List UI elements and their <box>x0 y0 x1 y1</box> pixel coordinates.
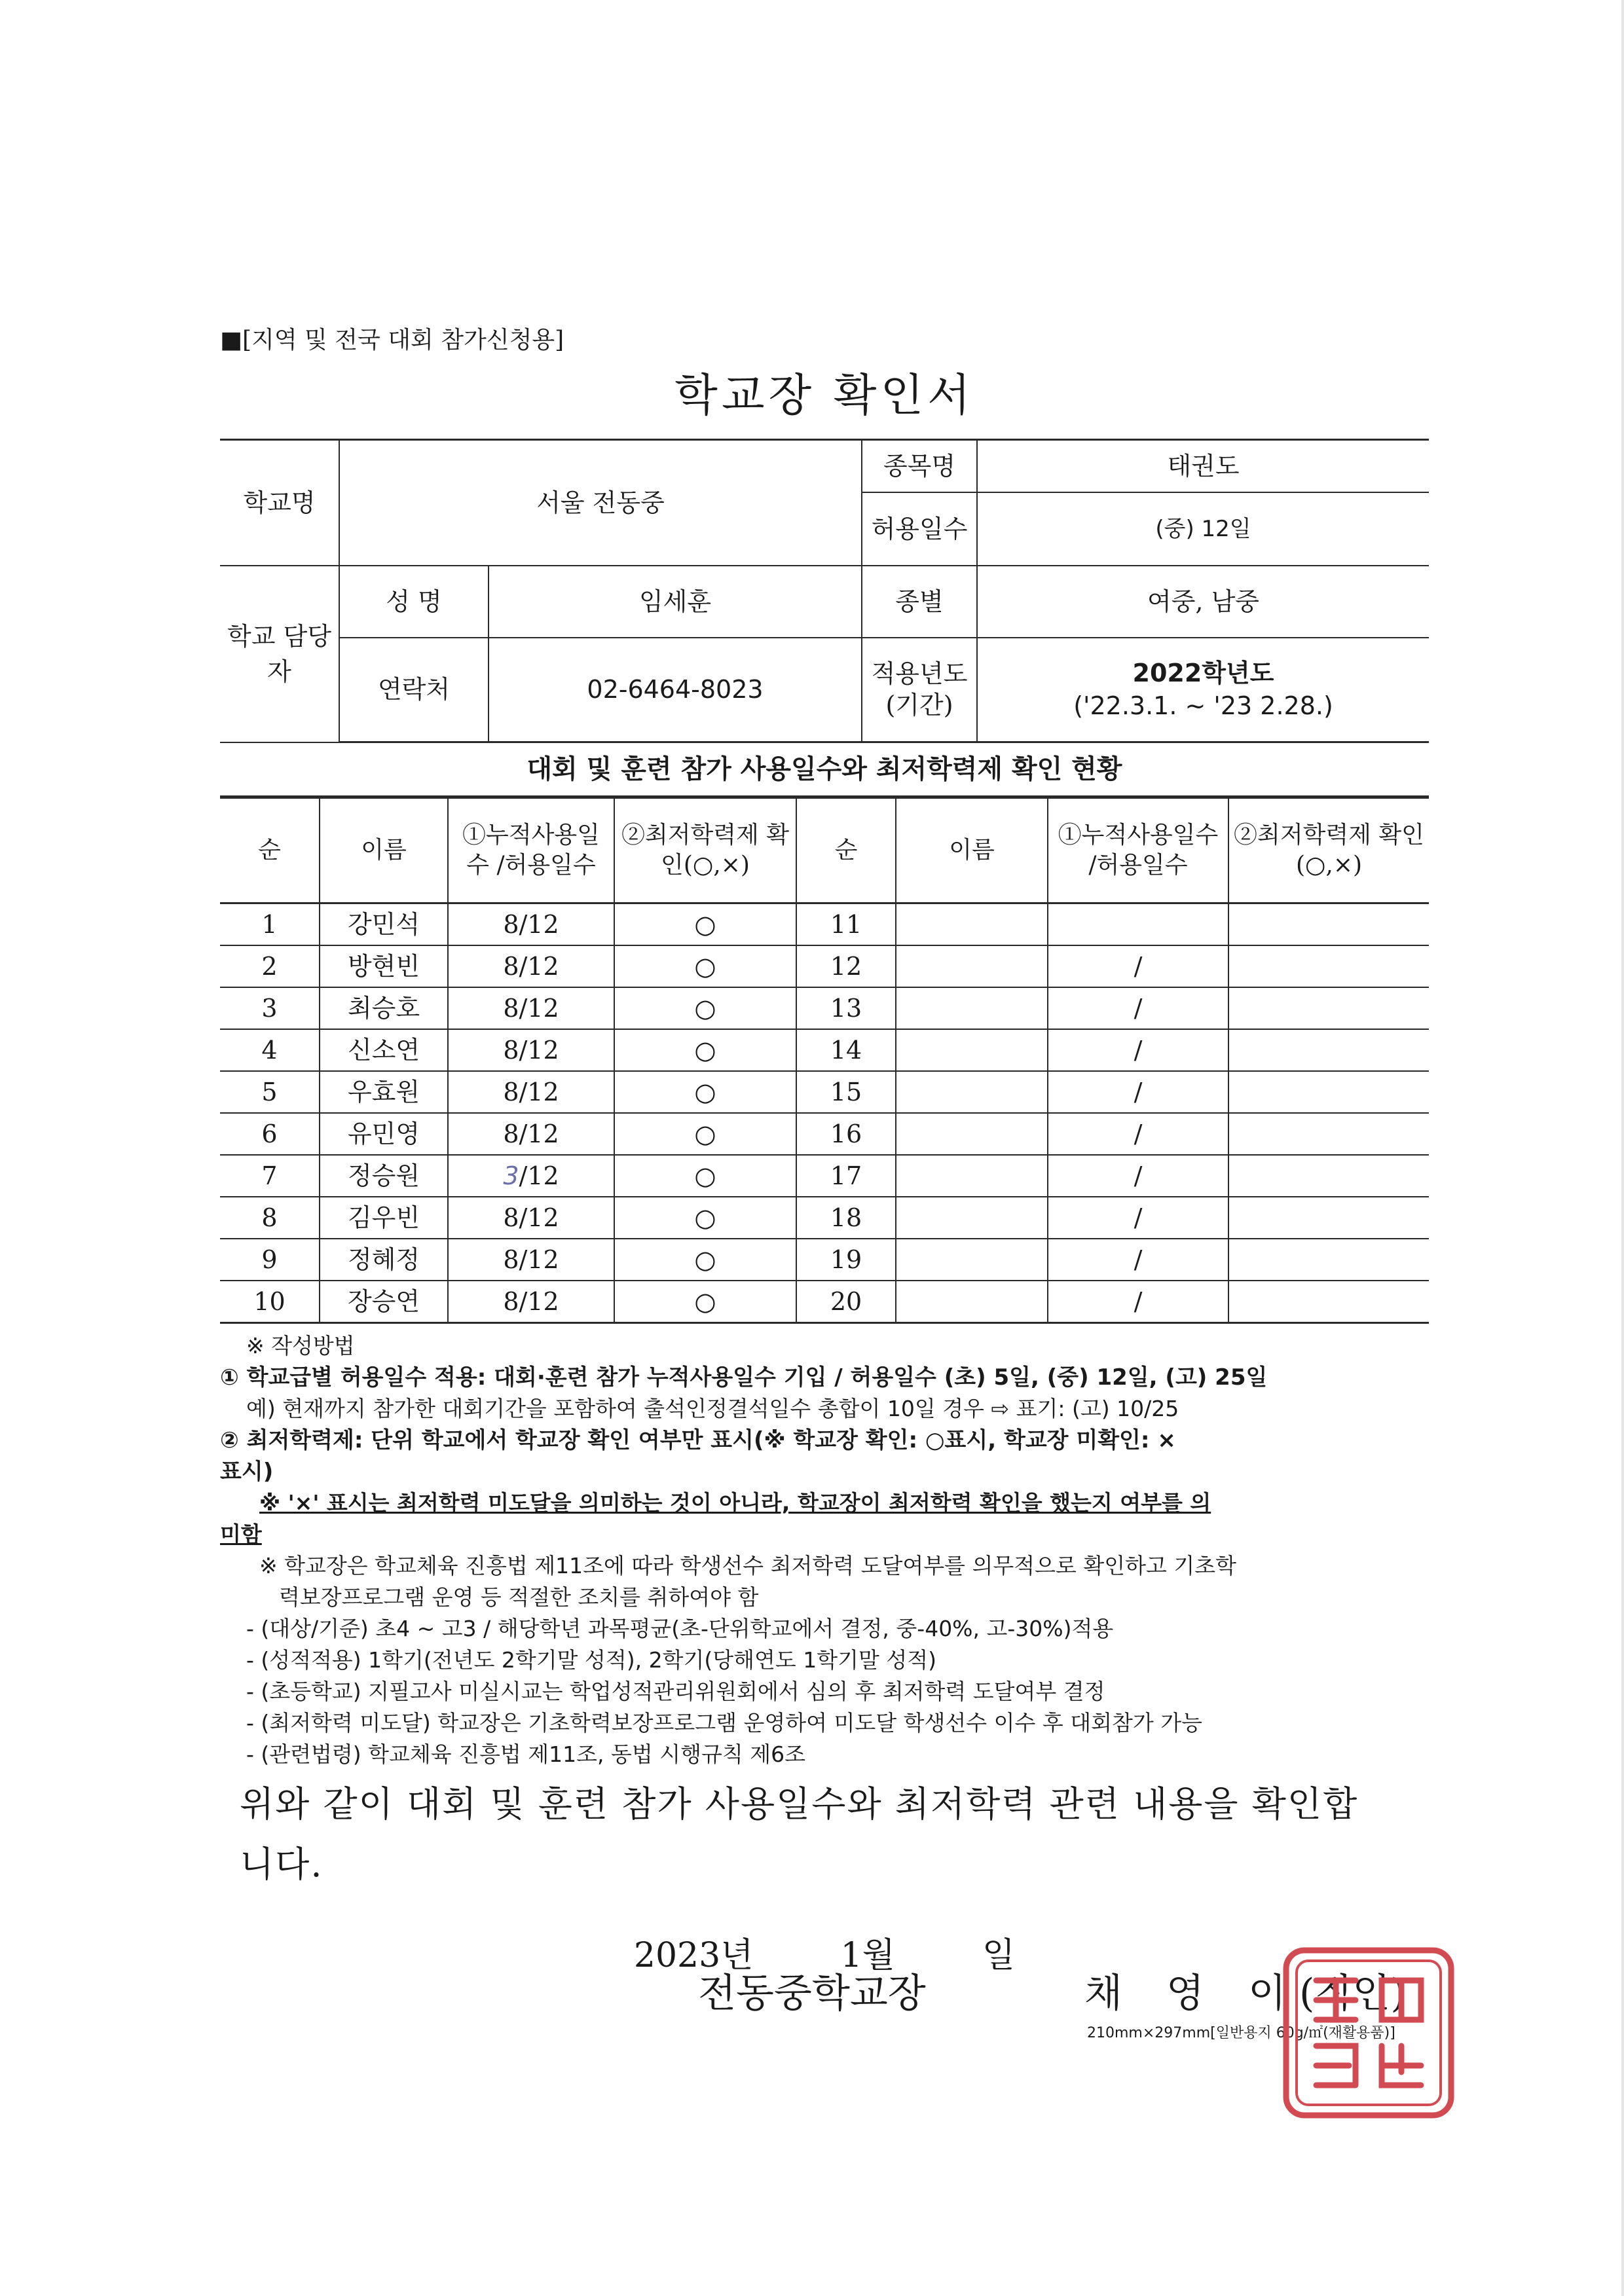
right-check <box>1228 1071 1429 1113</box>
contact-label: 연락처 <box>339 638 489 742</box>
period-label: 적용년도 (기간) <box>862 638 977 742</box>
principal-name: 채 영 이 <box>1084 1971 1302 2016</box>
info-table <box>220 439 1429 743</box>
detail-5: - (관련법령) 학교체육 진흥법 제11조, 동법 시행규칙 제6조 <box>246 1741 805 1767</box>
right-check <box>1228 1113 1429 1155</box>
detail-4: - (최저학력 미도달) 학교장은 기초학력보장프로그램 운영하여 미도달 학생선수 이수 후 대회참가 가능 <box>246 1710 1203 1736</box>
table-row <box>220 1029 1429 1071</box>
note-2-line-2: 표시) <box>220 1459 274 1485</box>
table-row <box>220 1113 1429 1155</box>
header-days-left: ①누적사용일수 /허용일수 <box>448 798 614 903</box>
right-check <box>1228 945 1429 987</box>
left-check: ○ <box>614 903 796 946</box>
summary-title: 대회 및 훈련 참가 사용일수와 최저학력제 확인 현황 <box>220 743 1429 797</box>
paper-spec: 210mm×297mm[일반용지 60g/㎡(재활용품)] <box>1087 2025 1395 2041</box>
right-days: / <box>1048 987 1228 1029</box>
name-value: 임세훈 <box>489 566 862 638</box>
left-check: ○ <box>614 1029 796 1071</box>
left-no: 5 <box>220 1071 320 1113</box>
left-days: 8/12 <box>448 1281 614 1323</box>
left-check: ○ <box>614 1155 796 1197</box>
left-check: ○ <box>614 987 796 1029</box>
category-value: 여중, 남중 <box>977 566 1429 638</box>
sport-label: 종목명 <box>862 440 977 492</box>
confirmation-line-1: 위와 같이 대회 및 훈련 참가 사용일수와 최저학력 관련 내용을 확인합 <box>240 1783 1359 1825</box>
header-name-right: 이름 <box>896 798 1048 903</box>
left-no: 3 <box>220 987 320 1029</box>
left-no: 7 <box>220 1155 320 1197</box>
detail-3: - (초등학교) 지필고사 미실시교는 학업성적관리위원회에서 심의 후 최저학력 도달여부 결정 <box>246 1679 1105 1704</box>
left-check: ○ <box>614 1281 796 1323</box>
page-edge <box>1621 0 1624 2296</box>
table-row <box>220 1239 1429 1281</box>
right-no: 13 <box>796 987 896 1029</box>
manager-label: 학교 담당자 <box>220 566 339 742</box>
right-no: 11 <box>796 903 896 946</box>
header-days-right: ①누적사용일수 /허용일수 <box>1048 798 1228 903</box>
name-label: 성 명 <box>339 566 489 638</box>
table-row <box>220 903 1429 946</box>
left-no: 1 <box>220 903 320 946</box>
right-days: / <box>1048 1113 1228 1155</box>
left-name: 방현빈 <box>320 945 448 987</box>
date-month: 1월 <box>840 1936 895 1975</box>
left-check: ○ <box>614 1071 796 1113</box>
roster-body <box>220 903 1429 1323</box>
header-minimum-left: ②최저학력제 확인(○,×) <box>614 798 796 903</box>
date-day: 일 <box>982 1936 1016 1975</box>
right-no: 16 <box>796 1113 896 1155</box>
confirmation-line-2: 니다. <box>240 1844 323 1885</box>
confirmation-statement <box>220 1774 1429 1895</box>
school-name-value: 서울 전동중 <box>339 440 862 566</box>
right-days <box>1048 903 1228 946</box>
right-name <box>896 987 1048 1029</box>
right-no: 18 <box>796 1197 896 1239</box>
seal-glyphs <box>1316 1980 1421 2085</box>
right-no: 20 <box>796 1281 896 1323</box>
table-row <box>220 987 1429 1029</box>
date-year: 2023년 <box>633 1936 754 1975</box>
right-name <box>896 1281 1048 1323</box>
left-no: 8 <box>220 1197 320 1239</box>
left-name: 정승원 <box>320 1155 448 1197</box>
detail-1: - (대상/기준) 초4 ~ 고3 / 해당학년 과목평균(초-단위학교에서 결정, 중-40%, 고-30%)적용 <box>246 1616 1114 1641</box>
right-days: / <box>1048 1281 1228 1323</box>
roster-header-row <box>220 798 1429 903</box>
right-check <box>1228 1197 1429 1239</box>
left-days: 8/12 <box>448 1197 614 1239</box>
right-name <box>896 1113 1048 1155</box>
right-days: / <box>1048 1197 1228 1239</box>
signer-school: 전동중학교장 <box>698 1971 926 2016</box>
right-check <box>1228 1029 1429 1071</box>
document-title: 학교장 확인서 <box>674 370 974 422</box>
header-name-left: 이름 <box>320 798 448 903</box>
note-4-line-2: 력보장프로그램 운영 등 적절한 조치를 취하여야 함 <box>279 1584 759 1610</box>
seal-label: (직인) <box>1299 1971 1406 2016</box>
table-row <box>220 1071 1429 1113</box>
period-value <box>977 638 1429 742</box>
header-minimum-right: ②최저학력제 확인(○,×) <box>1228 798 1429 903</box>
seal-outer-border <box>1286 1950 1451 2115</box>
handwritten-correction: 3 <box>503 1161 519 1190</box>
left-name: 강민석 <box>320 903 448 946</box>
table-row <box>220 1155 1429 1197</box>
left-name: 김우빈 <box>320 1197 448 1239</box>
right-name <box>896 1239 1048 1281</box>
right-name <box>896 903 1048 946</box>
left-name: 장승연 <box>320 1281 448 1323</box>
left-no: 9 <box>220 1239 320 1281</box>
left-no: 10 <box>220 1281 320 1323</box>
right-days: / <box>1048 1071 1228 1113</box>
school-name-label: 학교명 <box>220 440 339 566</box>
right-days: / <box>1048 945 1228 987</box>
left-name: 정혜정 <box>320 1239 448 1281</box>
sport-value: 태권도 <box>977 440 1429 492</box>
left-name: 우효원 <box>320 1071 448 1113</box>
right-check <box>1228 903 1429 946</box>
right-no: 17 <box>796 1155 896 1197</box>
left-days: 3/12 <box>448 1155 614 1197</box>
left-days: 8/12 <box>448 945 614 987</box>
writing-notes <box>220 1330 1429 1770</box>
left-no: 6 <box>220 1113 320 1155</box>
right-name <box>896 1071 1048 1113</box>
right-name <box>896 1197 1048 1239</box>
left-days: 8/12 <box>448 903 614 946</box>
right-days: / <box>1048 1239 1228 1281</box>
left-check: ○ <box>614 1197 796 1239</box>
note-1-line-2: 예) 현재까지 참가한 대회기간을 포함하여 출석인정결석일수 총합이 10일 경우 ⇨ 표기: (고) 10/25 <box>246 1396 1179 1421</box>
notes-heading: ※ 작성방법 <box>246 1333 355 1358</box>
note-2-line-1: ② 최저학력제: 단위 학교에서 학교장 확인 여부만 표시(※ 학교장 확인: ○표시, 학교장 미확인: × <box>220 1427 1176 1453</box>
header-no-right: 순 <box>796 798 896 903</box>
right-check <box>1228 987 1429 1029</box>
left-days: 8/12 <box>448 1113 614 1155</box>
contact-value: 02-6464-8023 <box>489 638 862 742</box>
left-name: 신소연 <box>320 1029 448 1071</box>
right-name <box>896 945 1048 987</box>
right-days: / <box>1048 1029 1228 1071</box>
category-label: 종별 <box>862 566 977 638</box>
left-no: 4 <box>220 1029 320 1071</box>
left-no: 2 <box>220 945 320 987</box>
right-check <box>1228 1281 1429 1323</box>
allowed-days-value: (중) 12일 <box>977 492 1429 566</box>
note-4-line-1: ※ 학교장은 학교체육 진흥법 제11조에 따라 학생선수 최저학력 도달여부를 의무적으로 확인하고 기초학 <box>259 1553 1237 1578</box>
right-check <box>1228 1239 1429 1281</box>
period-year: 2022학년도 <box>1132 659 1274 688</box>
right-name <box>896 1029 1048 1071</box>
note-3-line-2: 미함 <box>220 1522 262 1547</box>
right-no: 12 <box>796 945 896 987</box>
left-days: 8/12 <box>448 1029 614 1071</box>
form-tag: ■[지역 및 전국 대회 참가신청용] <box>220 327 564 354</box>
left-days: 8/12 <box>448 1239 614 1281</box>
certificate-sheet <box>220 321 1429 1980</box>
table-row <box>220 1281 1429 1323</box>
right-no: 14 <box>796 1029 896 1071</box>
right-days: / <box>1048 1155 1228 1197</box>
right-check <box>1228 1155 1429 1197</box>
right-no: 15 <box>796 1071 896 1113</box>
left-check: ○ <box>614 1239 796 1281</box>
left-check: ○ <box>614 945 796 987</box>
left-name: 최승호 <box>320 987 448 1029</box>
right-name <box>896 1155 1048 1197</box>
note-1-line-1: ① 학교급별 허용일수 적용: 대회·훈련 참가 누적사용일수 기입 / 허용일수 (초) 5일, (중) 12일, (고) 25일 <box>220 1364 1268 1391</box>
note-3-line-1: ※ '×' 표시는 최저학력 미도달을 의미하는 것이 아니라, 학교장이 최저학력 확인을 했는지 여부를 의 <box>259 1490 1211 1516</box>
roster-table <box>220 797 1429 1324</box>
official-seal-stamp <box>1277 1941 1460 2124</box>
allowed-days-label: 허용일수 <box>862 492 977 566</box>
left-days: 8/12 <box>448 1071 614 1113</box>
table-row <box>220 1197 1429 1239</box>
table-row <box>220 945 1429 987</box>
period-range: ('22.3.1. ~ '23 2.28.) <box>1073 691 1333 721</box>
left-name: 유민영 <box>320 1113 448 1155</box>
detail-2: - (성적적용) 1학기(전년도 2학기말 성적), 2학기(당해연도 1학기말 성적) <box>246 1647 937 1673</box>
left-check: ○ <box>614 1113 796 1155</box>
header-no-left: 순 <box>220 798 320 903</box>
right-no: 19 <box>796 1239 896 1281</box>
left-days: 8/12 <box>448 987 614 1029</box>
